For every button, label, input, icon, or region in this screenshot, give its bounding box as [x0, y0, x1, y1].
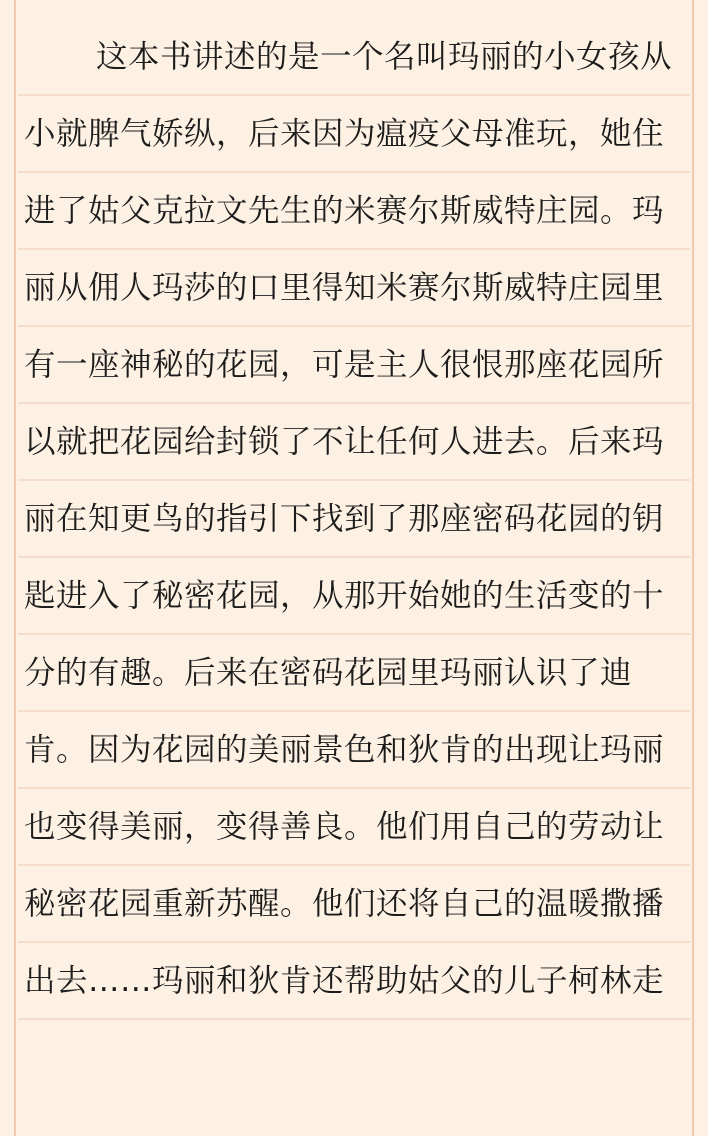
text-line: 肯。因为花园的美丽景色和狄肯的出现让玛丽 [18, 712, 690, 789]
text-line: 小就脾气娇纵，后来因为瘟疫父母准玩，她住 [18, 96, 690, 173]
text-line [18, 0, 690, 96]
text-line: 出去……玛丽和狄肯还帮助姑父的儿子柯林走 [18, 943, 690, 1020]
text-line: 丽从佣人玛莎的口里得知米赛尔斯威特庄园里 [18, 250, 690, 327]
text-line: 秘密花园重新苏醒。他们还将自己的温暖撒播 [18, 866, 690, 943]
document-text-body [18, 0, 690, 1020]
left-margin-rule [14, 0, 16, 1136]
text-line: 以就把花园给封锁了不让任何人进去。后来玛 [18, 404, 690, 481]
right-margin-rule [692, 0, 694, 1136]
text-line: 也变得美丽，变得善良。他们用自己的劳动让 [18, 789, 690, 866]
text-line: 匙进入了秘密花园，从那开始她的生活变的十 [18, 558, 690, 635]
text-line: 进了姑父克拉文先生的米赛尔斯威特庄园。玛 [18, 173, 690, 250]
text-line: 有一座神秘的花园，可是主人很恨那座花园所 [18, 327, 690, 404]
text-line: 分的有趣。后来在密码花园里玛丽认识了迪 [18, 635, 690, 712]
text-line-content: 这本书讲述的是一个名叫玛丽的小女孩从 [96, 39, 673, 75]
text-line: 丽在知更鸟的指引下找到了那座密码花园的钥 [18, 481, 690, 558]
